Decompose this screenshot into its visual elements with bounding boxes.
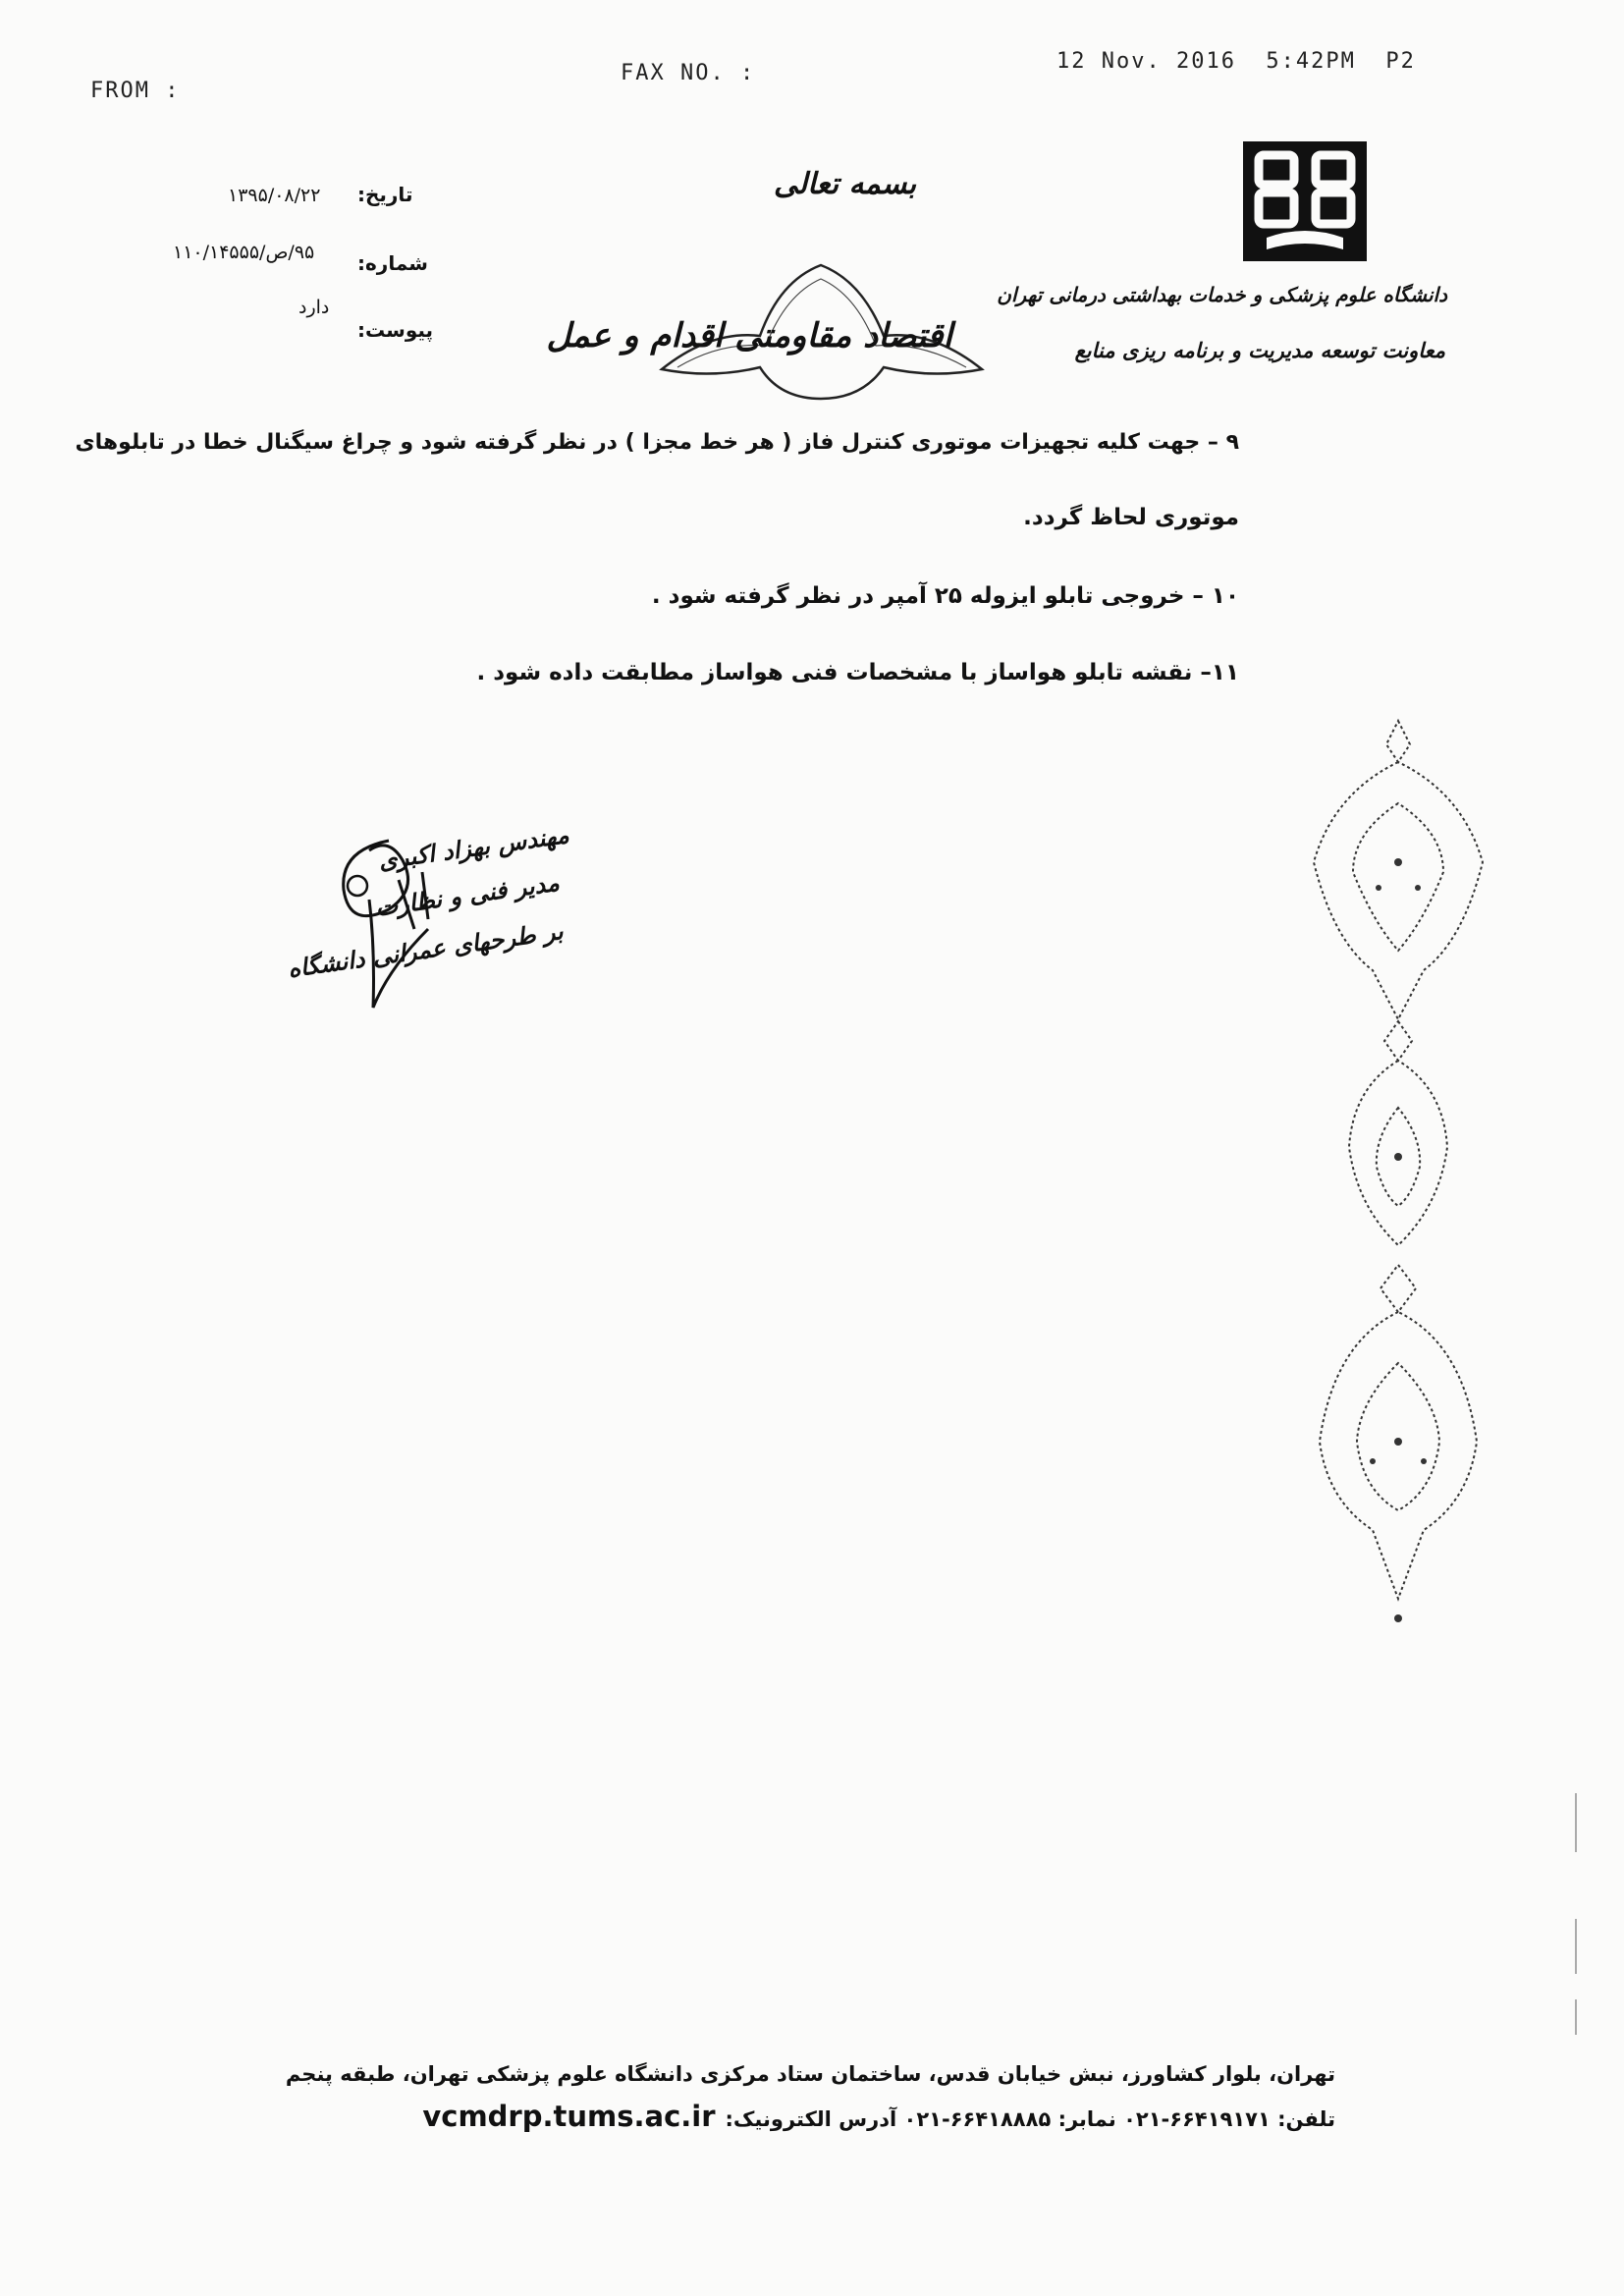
item-10: ۱۰ – خروجی تابلو ایزوله ۲۵ آمپر در نظر گرفته شود . <box>651 583 1239 609</box>
slogan-text: اقتصاد مقاومتی اقدام و عمل <box>546 316 952 355</box>
number-label: شماره: <box>357 251 428 275</box>
university-logo <box>1243 141 1367 261</box>
fax-from-label: FROM : <box>90 79 181 103</box>
signer-name: مهندس بهزاد اکبری <box>376 820 571 875</box>
item-9-line-1: ۹ – جهت کلیه تجهیزات موتوری کنترل فاز ( هر خط مجزا ) در نظر گرفته شود و چراغ سیگنال خطا در تابلوهای <box>75 430 1239 455</box>
fax-number-label: FAX NO. : <box>621 61 756 85</box>
date-label: تاریخ: <box>357 183 413 206</box>
footer-address: تهران، بلوار کشاورز، نبش خیابان قدس، ساختمان ستاد مرکزی دانشگاه علوم پزشکی تهران، طبقه پنجم <box>285 2062 1335 2086</box>
item-11: ۱۱– نقشه تابلو هواساز با مشخصات فنی هواساز مطابقت داده شود . <box>476 660 1239 685</box>
scan-artifact-line <box>1575 1919 1577 1974</box>
invocation-text: بسمه تعالی <box>774 167 917 201</box>
footer-website-link[interactable]: vcmdrp.tums.ac.ir <box>422 2100 716 2133</box>
attachment-label: پیوست: <box>357 318 434 342</box>
fax-timestamp: 12 Nov. 2016 5:42PM P2 <box>1056 49 1416 74</box>
footer-contact: تلفن: ۶۶۴۱۹۱۷۱-۰۲۱ نمابر: ۶۶۴۱۸۸۸۵-۰۲۱ آدرس الکترونیک: <box>725 2107 1335 2131</box>
department-name: معاونت توسعه مدیریت و برنامه ریزی منابع <box>1074 338 1445 362</box>
attachment-value: دارد <box>298 297 330 318</box>
number-value: ۹۵/ص/۱۱۰/۱۴۵۵۵ <box>173 242 315 263</box>
scan-artifact-line <box>1575 1999 1577 2035</box>
signer-title-line-2: بر طرحهای عمرانی دانشگاه <box>286 916 566 984</box>
date-value: ۱۳۹۵/۰۸/۲۲ <box>228 185 321 206</box>
signer-title-line-1: مدیر فنی و نظارت <box>373 867 562 922</box>
scan-artifact-line <box>1575 1793 1577 1852</box>
university-name: دانشگاه علوم پزشکی و خدمات بهداشتی درمانی تهران <box>997 283 1447 306</box>
slogan-emblem <box>546 251 992 407</box>
footer-contact-row <box>324 2100 1335 2133</box>
decorative-ornament <box>1294 715 1502 1628</box>
item-9-line-2: موتوری لحاظ گردد. <box>1023 505 1239 530</box>
